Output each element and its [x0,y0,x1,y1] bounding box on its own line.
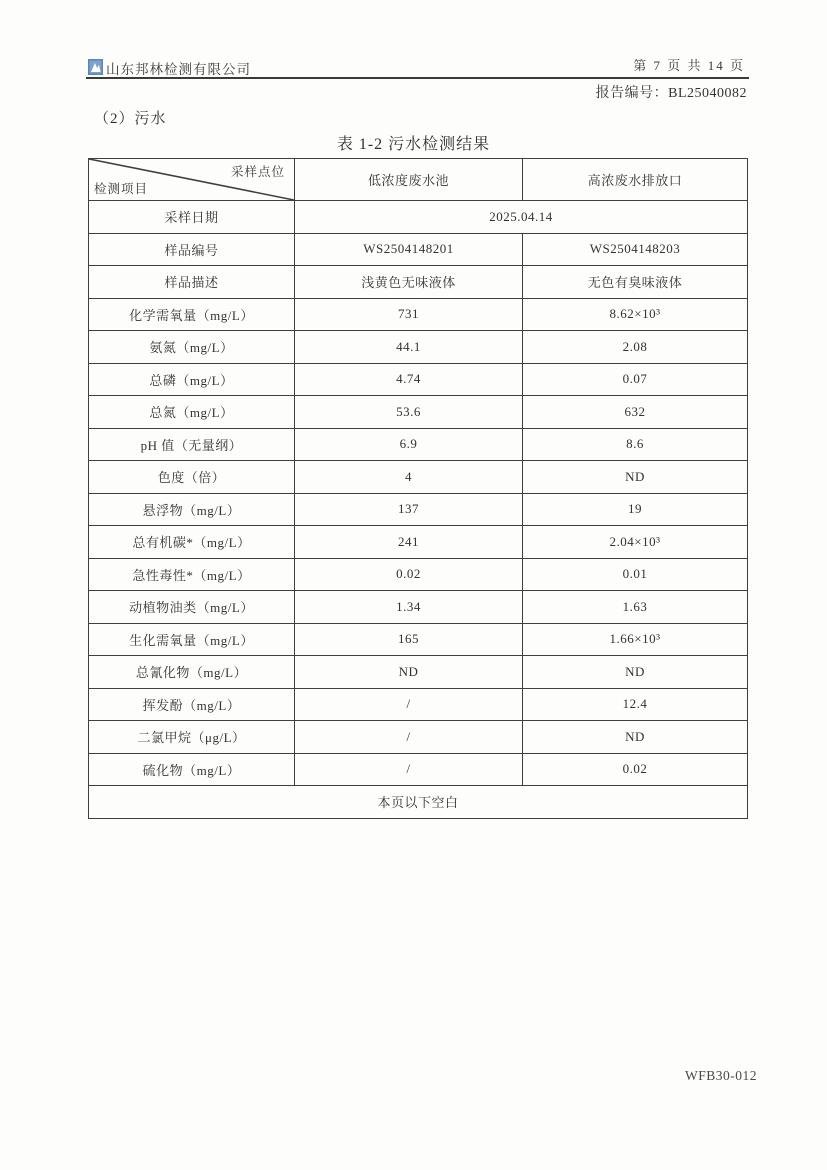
row-value-low: 浅黄色无味液体 [295,266,523,299]
row-value-low: WS2504148201 [295,233,523,266]
row-value-high: 632 [523,396,748,429]
report-number: 报告编号：BL25040082 [595,86,747,101]
row-value-low: 44.1 [295,331,523,364]
table-row [89,363,748,396]
row-value-low: 4.74 [295,363,523,396]
row-value-low: / [295,721,523,754]
table-row [89,331,748,364]
row-value-high: 0.01 [523,558,748,591]
table-row [89,721,748,754]
table-row [89,266,748,299]
row-value-low: 6.9 [295,428,523,461]
header-left [88,58,251,78]
row-label: 二氯甲烷（μg/L） [89,721,295,754]
table-row [89,461,748,494]
row-value-high: WS2504148203 [523,233,748,266]
row-label: 总磷（mg/L） [89,363,295,396]
row-value-high: 12.4 [523,688,748,721]
row-value-high: 8.6 [523,428,748,461]
row-value-high: ND [523,656,748,689]
row-value-high: ND [523,461,748,494]
row-value-high: 1.63 [523,591,748,624]
row-value-high: ND [523,721,748,754]
row-value-low: 0.02 [295,558,523,591]
row-label: 氨氮（mg/L） [89,331,295,364]
table-row [89,656,748,689]
table-row [89,233,748,266]
footer-form-code: WFB30-012 [685,1068,757,1083]
corner-header-cell [89,159,295,201]
row-value-low: ND [295,656,523,689]
row-label: 生化需氧量（mg/L） [89,623,295,656]
bottom-blank-note: 本页以下空白 [89,786,748,819]
company-name: 山东邦林检测有限公司 [106,62,251,77]
row-label: 总氮（mg/L） [89,396,295,429]
row-value-low: 4 [295,461,523,494]
row-value-high: 19 [523,493,748,526]
table-row [89,526,748,559]
table-row [89,623,748,656]
row-label: 样品编号 [89,233,295,266]
row-label: 总氰化物（mg/L） [89,656,295,689]
sampling-date-value: 2025.04.14 [295,201,748,234]
corner-label-test-item: 检测项目 [94,182,149,196]
row-label: 总有机碳*（mg/L） [89,526,295,559]
row-value-high: 无色有臭味液体 [523,266,748,299]
row-value-low: 165 [295,623,523,656]
table-row [89,591,748,624]
table-row [89,298,748,331]
table-row-blank [89,786,748,819]
row-value-low: / [295,753,523,786]
row-label: 动植物油类（mg/L） [89,591,295,624]
column-header-low: 低浓度废水池 [295,159,523,201]
row-value-low: 241 [295,526,523,559]
table-title: 表 1-2 污水检测结果 [336,136,491,153]
row-value-high: 1.66×10³ [523,623,748,656]
table-row [89,428,748,461]
company-logo-icon [88,59,103,75]
page-indicator: 第 7 页 共 14 页 [633,58,745,73]
row-value-low: 137 [295,493,523,526]
table-row [89,753,748,786]
row-value-low: 731 [295,298,523,331]
row-label: pH 值（无量纲） [89,428,295,461]
table-header-row [89,159,748,201]
table-row [89,396,748,429]
row-value-high: 8.62×10³ [523,298,748,331]
row-label: 悬浮物（mg/L） [89,493,295,526]
table-row [89,558,748,591]
row-value-low: / [295,688,523,721]
header-rule [86,77,749,79]
row-value-high: 2.08 [523,331,748,364]
table-row [89,493,748,526]
row-value-low: 53.6 [295,396,523,429]
table-row [89,688,748,721]
row-value-high: 0.02 [523,753,748,786]
row-label: 挥发酚（mg/L） [89,688,295,721]
corner-label-sampling-point: 采样点位 [230,165,285,179]
wastewater-results-table [88,158,748,819]
table-row-date [89,201,748,234]
row-value-high: 2.04×10³ [523,526,748,559]
row-label: 样品描述 [89,266,295,299]
row-label: 急性毒性*（mg/L） [89,558,295,591]
row-value-low: 1.34 [295,591,523,624]
row-label: 化学需氧量（mg/L） [89,298,295,331]
column-header-high: 高浓废水排放口 [523,159,748,201]
row-label: 采样日期 [89,201,295,234]
row-label: 硫化物（mg/L） [89,753,295,786]
section-heading: （2）污水 [94,111,167,127]
row-label: 色度（倍） [89,461,295,494]
row-value-high: 0.07 [523,363,748,396]
